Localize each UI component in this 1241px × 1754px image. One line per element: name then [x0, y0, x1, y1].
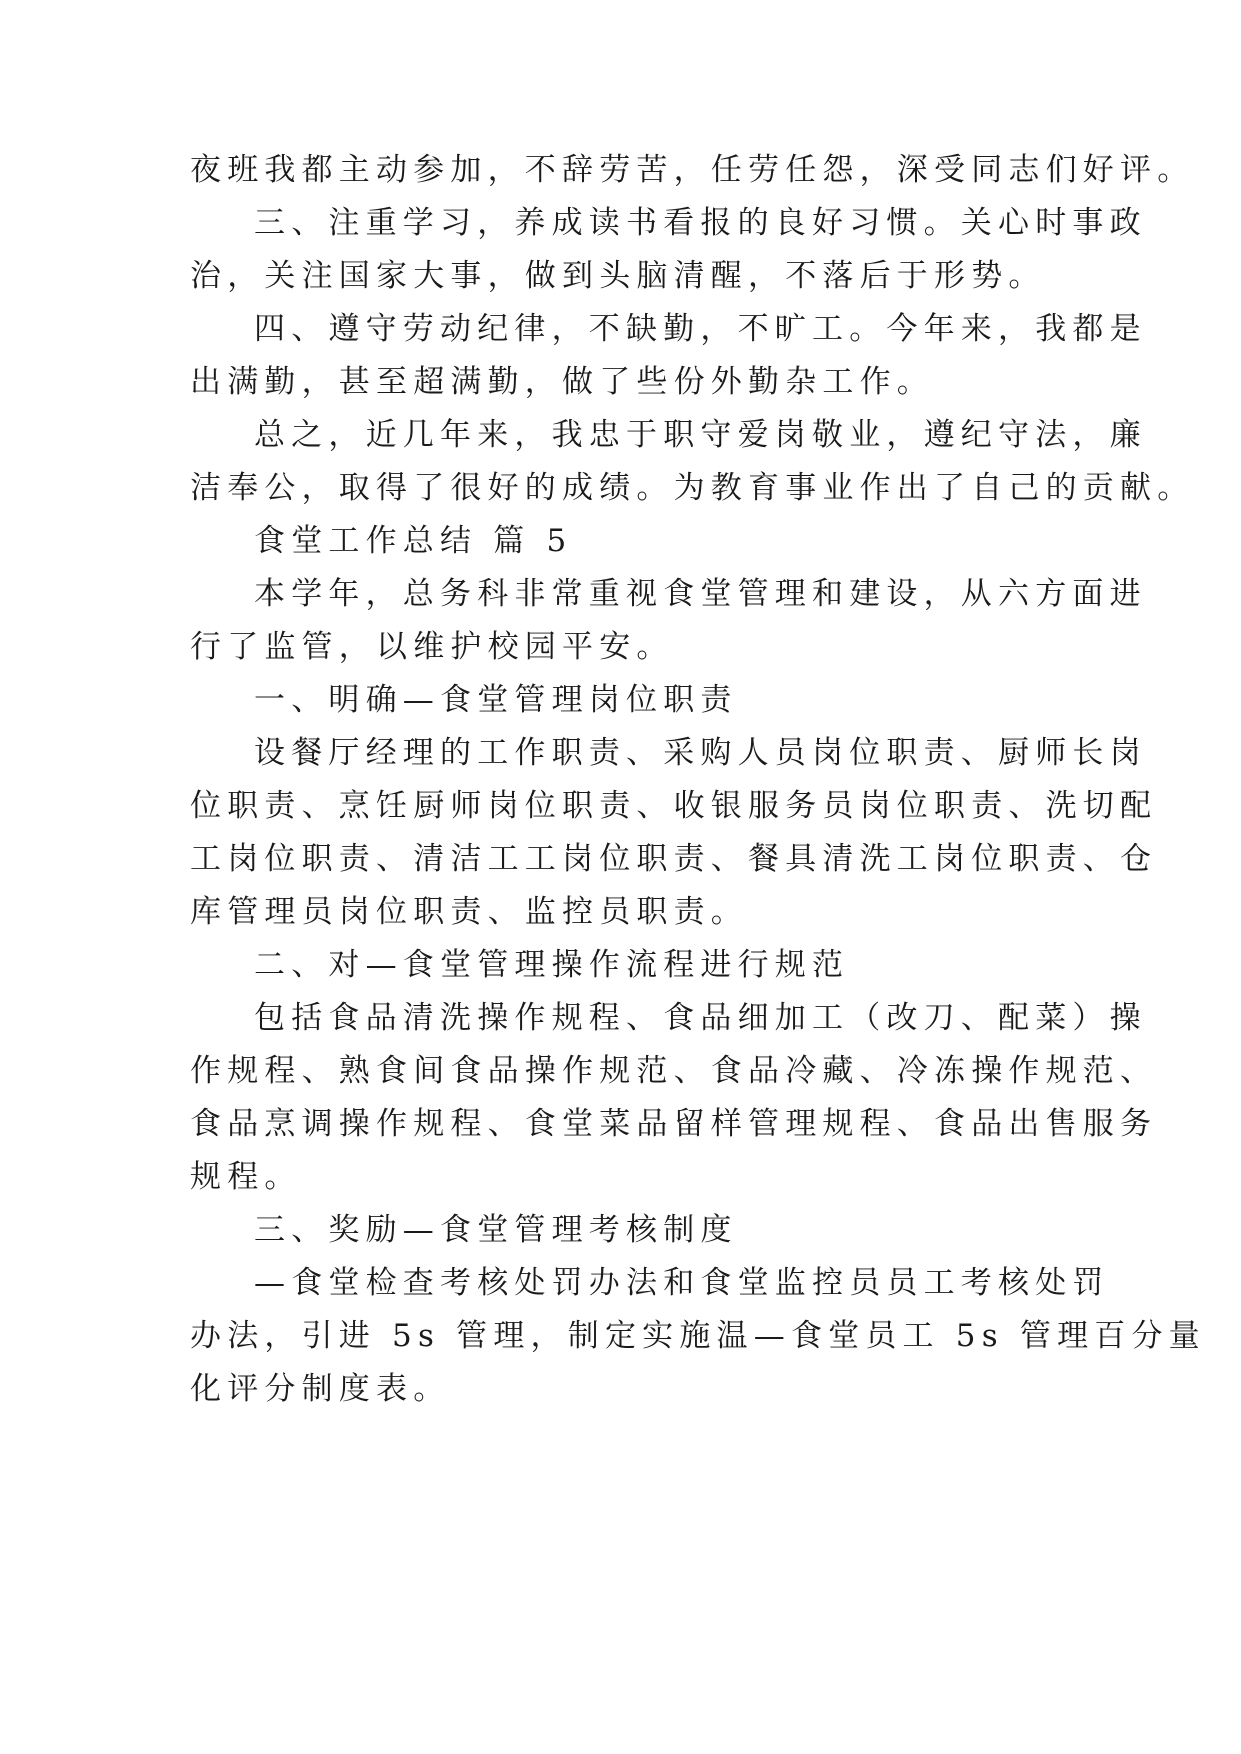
paragraph-start-line: 三、注重学习，养成读书看报的良好习惯。关心时事政 — [254, 205, 1147, 241]
paragraph-start-line: 包括食品清洗操作规程、食品细加工（改刀、配菜）操 — [254, 1000, 1147, 1036]
body-text-line: 洁奉公，取得了很好的成绩。为教育事业作出了自己的贡献。 — [190, 470, 1195, 506]
subsection-heading: 一、明确—食堂管理岗位职责 — [254, 682, 738, 718]
body-text-line: 工岗位职责、清洁工工岗位职责、餐具清洗工岗位职责、仓 — [190, 841, 1158, 877]
body-text-line: 库管理员岗位职责、监控员职责。 — [190, 894, 748, 930]
body-text-line: 化评分制度表。 — [190, 1371, 451, 1407]
body-text-line: 位职责、烹饪厨师岗位职责、收银服务员岗位职责、洗切配 — [190, 788, 1158, 824]
paragraph-start-line: 四、遵守劳动纪律，不缺勤，不旷工。今年来，我都是 — [254, 311, 1147, 347]
paragraph-start-line: 设餐厅经理的工作职责、采购人员岗位职责、厨师长岗 — [254, 735, 1147, 771]
subsection-heading: 三、奖励—食堂管理考核制度 — [254, 1212, 738, 1248]
body-text-line: 食品烹调操作规程、食堂菜品留样管理规程、食品出售服务 — [190, 1106, 1158, 1142]
section-heading: 食堂工作总结 篇 5 — [254, 523, 573, 559]
subsection-heading: 二、对—食堂管理操作流程进行规范 — [254, 947, 850, 983]
body-text-line: 作规程、熟食间食品操作规范、食品冷藏、冷冻操作规范、 — [190, 1053, 1158, 1089]
body-text-line: 出满勤，甚至超满勤，做了些份外勤杂工作。 — [190, 364, 934, 400]
body-text-line: 治，关注国家大事，做到头脑清醒，不落后于形势。 — [190, 258, 1046, 294]
paragraph-start-line: 本学年，总务科非常重视食堂管理和建设，从六方面进 — [254, 576, 1147, 612]
body-text-line: 办法，引进 5s 管理，制定实施温—食堂员工 5s 管理百分量 — [190, 1318, 1206, 1354]
body-text-line: 行了监管，以维护校园平安。 — [190, 629, 674, 665]
body-text-line: 夜班我都主动参加，不辞劳苦，任劳任怨，深受同志们好评。 — [190, 152, 1195, 188]
paragraph-start-line: —食堂检查考核处罚办法和食堂监控员员工考核处罚 — [254, 1265, 1110, 1301]
body-text-line: 规程。 — [190, 1159, 302, 1195]
paragraph-start-line: 总之，近几年来，我忠于职守爱岗敬业，遵纪守法，廉 — [254, 417, 1147, 453]
